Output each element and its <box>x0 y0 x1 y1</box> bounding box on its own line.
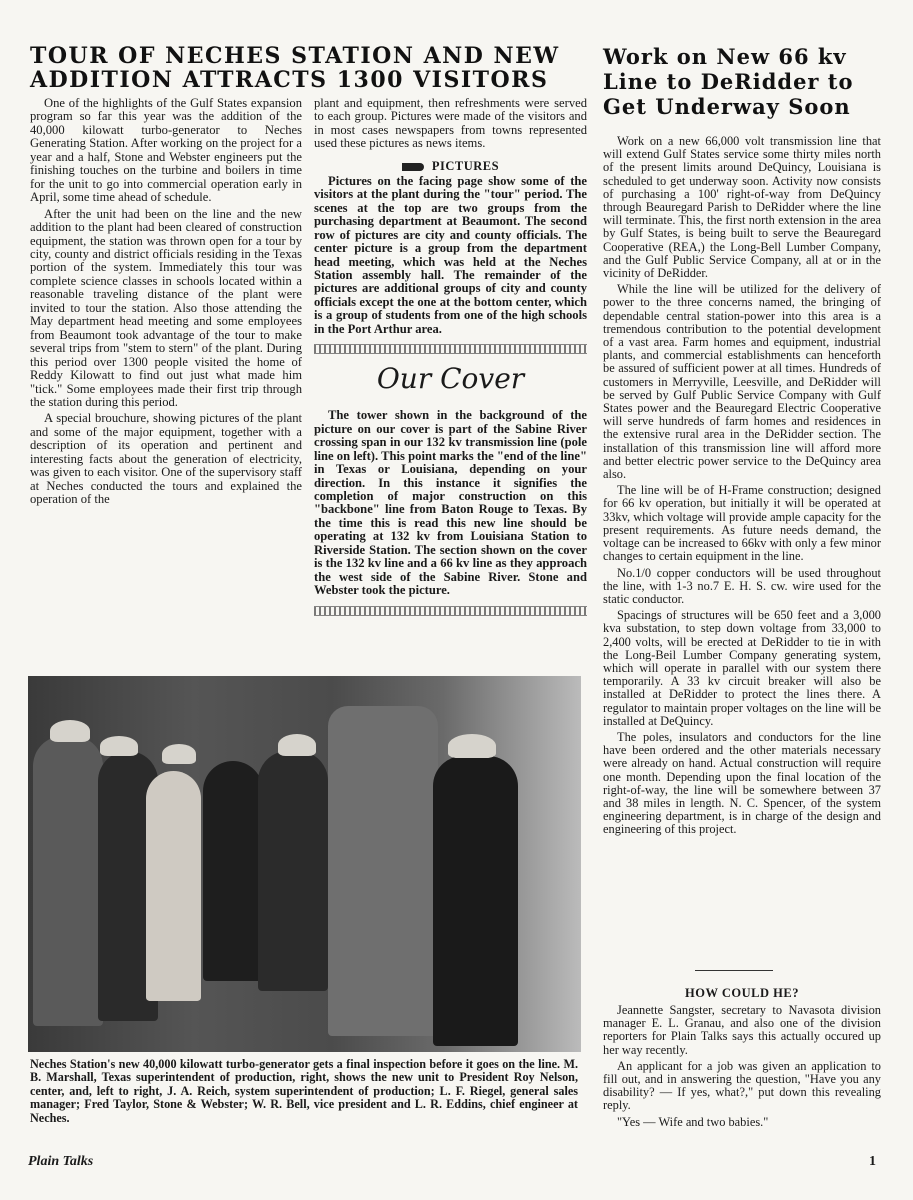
paragraph: One of the highlights of the Gulf States expansion program so far this year was the addition of the 40,000 kilowatt turbo-generator to Neches Generating Station. After working on the project for a year and a half, Stone and Webster engineers put the finishing touches on the turbine and boilers in time for the unit to go into commercial operation early in April, some time ahead of schedule. <box>30 96 302 205</box>
left-article-column-2 <box>314 97 587 624</box>
left-headline: TOUR OF NECHES STATION AND NEW ADDITION ATTRACTS 1300 VISITORS <box>30 43 560 93</box>
how-could-he-article <box>603 986 881 1129</box>
paragraph: A special brouchure, showing pictures of the plant and some of the major equipment, together with a description of its operation and pertinent and interesting facts about the generation of electricity, was given to each visitor. One of the supervisory staff at Neches conducted the tours and explained the operation of the <box>30 411 302 507</box>
paragraph: After the unit had been on the line and the new addition to the plant had been cleared of construction equipment, the station was thrown open for a tour by city, county and district officials residing in the Texas portion of the system. Immediately this tour was complete science classes in schools located within a reasonable traveling distance of the plant were invited to tour the station. Also those attending the May department head meeting and some employees from Beaumont took advantage of the tour to make several trips from "stem to stern" of the plant. During this period over 1300 people visited the home of Reddy Kilowatt to find out just what made him "tick." Some employees made their first trip through the station during this period. <box>30 206 302 409</box>
paragraph-continuation: plant and equipment, then refreshments were served to each group. Pictures were made of the visitors and in most cases newspapers from towns represented used these pictures as news items. <box>314 96 587 151</box>
paragraph: Jeannette Sangster, secretary to Navasota division manager E. L. Granau, and also one of the division reporters for Plain Talks says this actually occured up her way recently. <box>603 1003 881 1057</box>
how-could-he-heading: HOW COULD HE? <box>685 986 799 1000</box>
paragraph: The poles, insulators and conductors for the line have been ordered and the other materials necessary were already on hand. Actual construction will require one month. Depending upon the final location of the right-of-way, the line will be somewhere between 37 and 38 miles in length. N. C. Spencer, of the system engineering department, is in charge of the design and engineering of this project. <box>603 729 881 837</box>
right-article-column <box>603 135 881 837</box>
section-divider <box>695 970 773 971</box>
paragraph: "Yes — Wife and two babies." <box>617 1114 769 1129</box>
left-article-column-1 <box>30 97 302 507</box>
page-number: 1 <box>869 1154 876 1169</box>
photo-caption: Neches Station's new 40,000 kilowatt turbo-generator gets a final inspection before it goes on the line. M. B. Marshall, Texas superintendent of production, right, shows the new unit to President Roy Nelson, center, and, left to right, J. A. Reich, system superintendent of production; L. F. Riegel, general sales manager; Fred Taylor, Stone & Webster; W. R. Bell, vice president and L. R. Eddins, chief engineer at Neches. <box>30 1057 578 1125</box>
right-headline: Work on New 66 kv Line to DeRidder to Get Underway Soon <box>603 44 854 119</box>
paragraph: Work on a new 66,000 volt transmission line that will extend Gulf States service some thirty miles north of the present limits around DeQuincy, Louisiana is scheduled to get underway soon. Activity now consists of purchasing a 100' right-of-way from DeQuincy through Beauregard Parish to DeRidder where the line will terminate. This, the first north extension in the area by Gulf States, is being built to serve the Beauregard Cooperative (REA,) the Long-Bell Lumber Company, and the Gulf Public Service Company, all at or in the vicinity of DeRidder. <box>603 134 881 281</box>
paragraph: Spacings of structures will be 650 feet and a 3,000 kva substation, to step down voltage from 33,000 to 2,400 volts, will be erected at DeRidder to tie in with the Long-Beil Lumber Company generating system, which will operate in parallel with our system there temporarily. A 33 kv circuit breaker will also be installed at DeRidder to protect the lines there. A regulator to maintain proper voltages on the line will be installed at DeQuincy. <box>603 608 881 728</box>
decorative-divider <box>314 606 587 616</box>
cover-paragraph: The tower shown in the background of the picture on our cover is part of the Sabine River crossing span in our 132 kv transmission line (pole line on left). This point marks the "end of the line" in Texas or Louisiana, depending on your direction. In this instance it signifies the completion of major construction on this "backbone" line from Baton Rouge to Texas. By the time this is read this new line should be operating at 132 kv from Louisiana Station to Riverside Station. The section shown on the cover is the 132 kv line and a 66 kv line as they approach the west side of the Sabine River. Stone and Webster took the picture. <box>314 408 587 598</box>
decorative-divider <box>314 344 587 354</box>
paragraph: The line will be of H-Frame construction; designed for 66 kv operation, but initially it will be operated at 33kv, which voltage will provide ample capacity for the present requirements. As future needs demand, the voltage can be increased to 66kv with only a few minor changes to certain equipment in the line. <box>603 483 881 564</box>
pictures-subheading <box>314 159 587 174</box>
pictures-heading-text: PICTURES <box>431 158 500 173</box>
publication-name: Plain Talks <box>28 1154 94 1169</box>
turbo-generator-photo <box>28 676 581 1052</box>
cover-title: Our Cover <box>376 362 525 396</box>
paragraph: While the line will be utilized for the delivery of power to the three concerns named, the bringing of dependable central station-power into this area is a tremendous contribution to the potential development of a vast area. Farm homes and equipment, industrial plants, and commercial establishments can henceforth be assured of sufficient power at all times. Hundreds of customers in Merryville, Leesville, and DeRidder will be served by Gulf Public Service Company with Gulf States power and the Beauregard Electric Cooperative will serve hundreds of farm homes and residences in the extensive rural area in the DeRidder section. The installation of this transmission line will afford more and better electric power service to the DeQuincy area also. <box>603 282 881 482</box>
pictures-paragraph: Pictures on the facing page show some of the visitors at the plant during the "tour" period. The scenes at the top are two groups from the purchasing department at Beaumont. The second row of pictures are city and county officials. The center picture is a group from the department head meeting, which was held at the Neches Station assembly hall. The remainder of the pictures are additional groups of city and county officials except the one at the bottom center, which is a group of students from one of the high schools in the Port Arthur area. <box>314 173 587 336</box>
page-footer <box>28 1154 876 1170</box>
paragraph: No.1/0 copper conductors will be used throughout the line, with 1-3 no.7 E. H. S. cw. wire used for the static conductor. <box>603 565 881 606</box>
pointing-hand-icon <box>402 163 424 171</box>
paragraph: An applicant for a job was given an application to fill out, and in answering the question, "Have you any disability? — If yes, what?," put down this revealing reply. <box>603 1058 881 1113</box>
